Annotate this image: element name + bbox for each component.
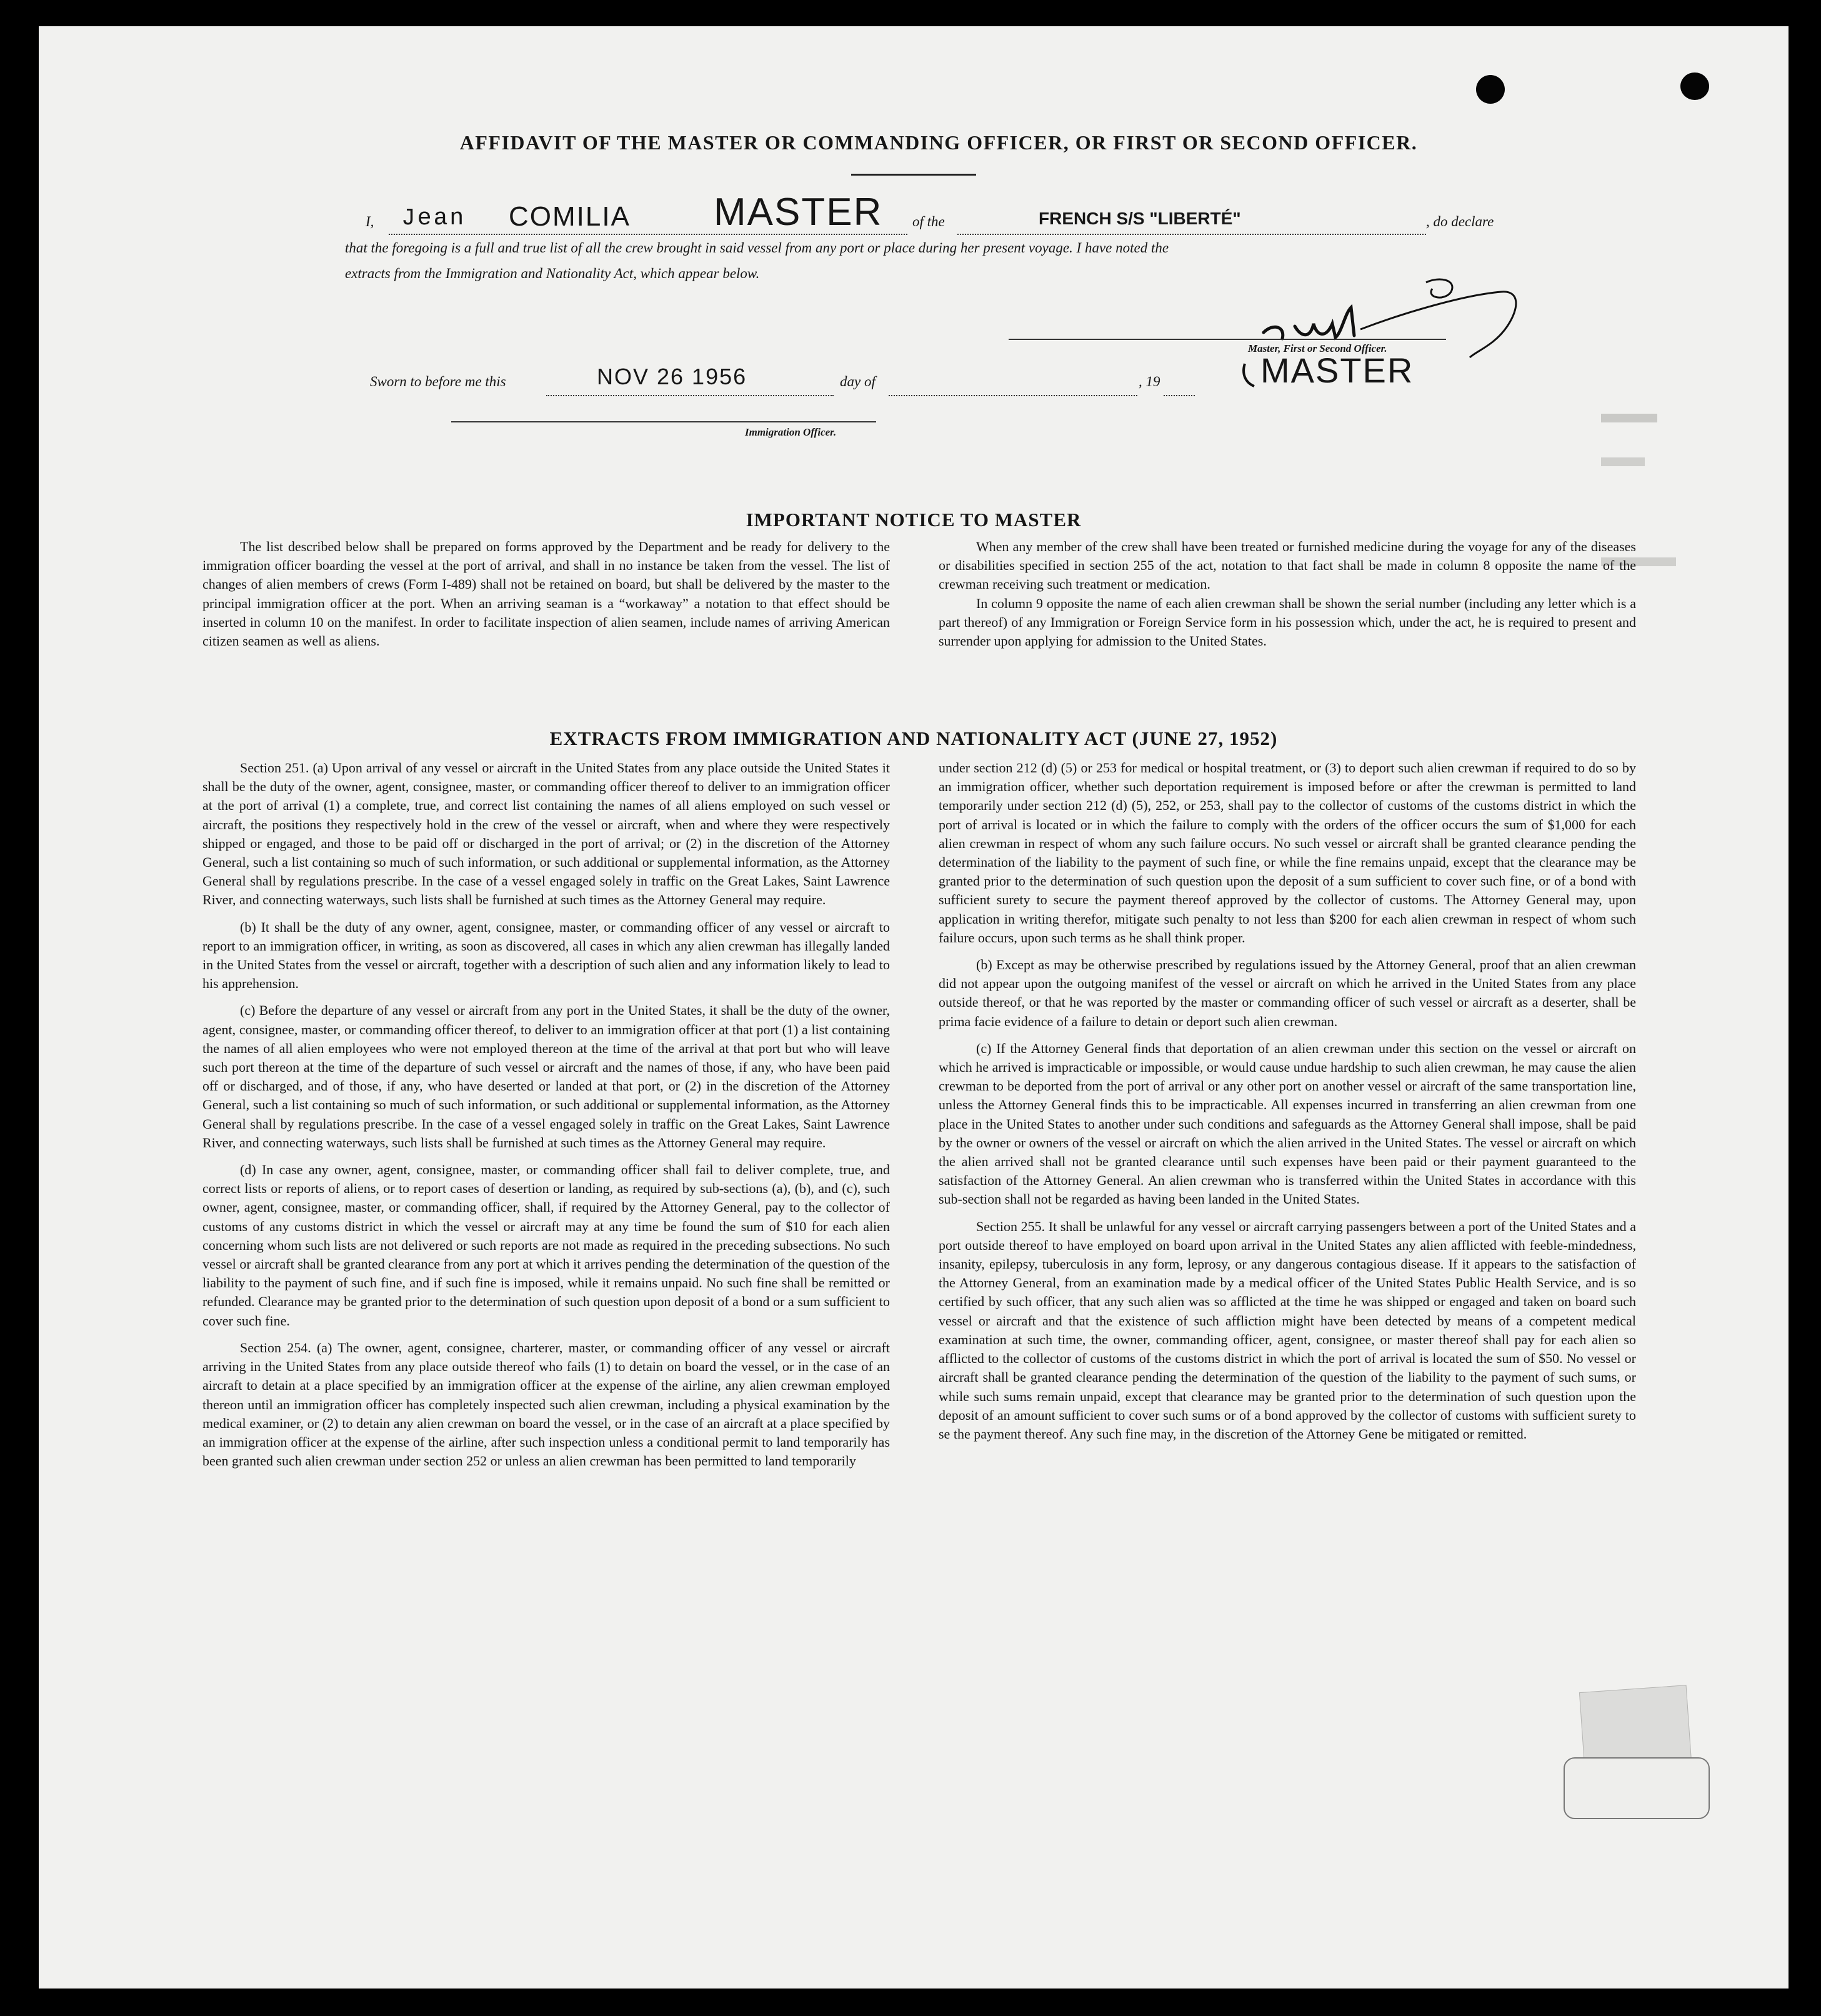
sworn-date-underline (546, 395, 834, 396)
officer-caption: Immigration Officer. (745, 426, 837, 438)
do-declare-label: , do declare (1426, 214, 1494, 229)
of-the-label: of the (912, 214, 945, 229)
declaration-line-2: extracts from the Immigration and Nationality Act, which appear below. (345, 266, 760, 281)
bleed-through-mark (1601, 457, 1645, 466)
master-first-name: Jean (401, 205, 466, 232)
month-underline (889, 395, 1137, 396)
punch-hole-right (1680, 72, 1709, 100)
year-prefix-label: , 19 (1139, 374, 1160, 389)
signature-line (1009, 339, 1446, 340)
document-page (39, 26, 1789, 1989)
sworn-label: Sworn to before me this (370, 374, 506, 389)
section-254-b: (b) Except as may be otherwise prescribed by regulations issued by the Attorney General, proof that an alien crewman did not appear upon the outgoing manifest of the vessel or aircraft on which he arrived in the United States from any place outside thereof, or that he was reported by the master or commanding officer of such vessel or aircraft as a deserter, shall be prima facie evidence of a failure to detain or deport such alien crewman. (939, 957, 1636, 1029)
notice-right-paragraph-1: When any member of the crew shall have been treated or furnished medicine during the voyage for any of the diseases or disabilities specified in section 255 of the act, notation to that fact shall be made in column 8 opposite the name of the crewman receiving such treatment or medication. (939, 539, 1636, 592)
section-251-b: (b) It shall be the duty of any owner, agent, consignee, master, or commanding officer of any vessel or aircraft to report to an immigration officer, in writing, as soon as discovered, all cases in which any alien crewman has illegally landed in the United States from the vessel or aircraft, together with a description of such alien and any information likely to lead to his apprehension. (202, 919, 890, 992)
signature-caption: Master, First or Second Officer. (1248, 342, 1387, 354)
notice-heading: IMPORTANT NOTICE TO MASTER (746, 509, 1082, 531)
notice-left-column (202, 537, 890, 659)
punch-hole-left (1476, 75, 1505, 104)
officer-signature-line (451, 421, 876, 422)
section-254-a: Section 254. (a) The owner, agent, consignee, charterer, master, or commanding officer of any vessel or aircraft arriving in the United States from any place outside thereof who fails (1) to detain on board the vessel, or in the case of an aircraft to detain at a place specified by an immigration officer at the expense of the airline, any alien crewman employed thereon until an immigration officer has completely inspected such alien crewman, including a physical examination by the medical examiner, or (2) to detain any alien crewman on board the vessel, or in the case of an aircraft at a place specified by an immigration officer at the expense of the airline, after such inspection unless a conditional permit to land temporarily has been granted such alien crewman under section 252 or unless an alien crewman has been permitted to land temporarily (202, 1339, 890, 1469)
extracts-right-column (939, 759, 1636, 1452)
sworn-date-stamp: NOV 26 1956 (597, 364, 747, 389)
vessel-underline (957, 234, 1426, 235)
name-underline (389, 234, 907, 235)
master-surname-stamp: COMILIA (509, 201, 631, 232)
affidavit-title: AFFIDAVIT OF THE MASTER OR COMMANDING OFFICER, OR FIRST OR SECOND OFFICER. (459, 131, 1418, 154)
year-underline (1164, 395, 1195, 396)
master-rank-stamp: MASTER (714, 191, 883, 234)
bleed-through-mark (1601, 414, 1657, 422)
section-251-d: (d) In case any owner, agent, consignee, master, or commanding officer shall fail to deliver complete, true, and correct lists or reports of aliens, or to report cases of desertion or landing, as required by sub-sections (a), (b), and (c), such owner, agent, consignee, master, or commanding officer, shall, if required by the Attorney General, pay to the collector of customs of any customs district in which the vessel or aircraft may at any time be found the sum of $10 for each alien concerning whom such lists are not delivered or such reports are not made as required in the preceding subsections. No such vessel or aircraft shall be granted clearance from any port at which it arrives pending the determination of the question of the liability to the payment of such fine, and if such fine is imposed, while it remains unpaid. No such fine shall be remitted or refunded. Clearance may be granted prior to the determination of such question upon deposit of a bond or a sum sufficient to cover such fine. (202, 1162, 890, 1329)
section-254-c: (c) If the Attorney General finds that deportation of an alien crewman under this section on the vessel or aircraft on which he arrived is impracticable or impossible, or would cause undue hardship to such alien crewman, he may cause the alien crewman to be deported from the port of arrival or any other port on another vessel or aircraft of the same transportation line, unless the Attorney General finds this to be impracticable. All expenses incurred in transferring an alien crewman from one place in the United States to another under such conditions and safeguards as the Attorney General shall impose, shall be paid by the owner or owners of the vessel or aircraft on which the alien arrived in the United States. The vessel or aircraft on which the alien arrived shall not be granted clearance until such expenses have been paid or their payment guaranteed to the satisfaction of the Attorney General. An alien crewman who is transferred within the United States in accordance with this sub-section shall not be regarded as having been landed in the United States. (939, 1040, 1636, 1207)
notice-right-column (939, 537, 1636, 659)
section-251-a: Section 251. (a) Upon arrival of any vessel or aircraft in the United States from any place outside the United States it shall be the duty of the owner, agent, consignee, master, or commanding officer thereof to deliver to an immigration officer at the port of arrival (1) a complete, true, and correct list containing the names of all aliens employed on such vessel or aircraft, the positions they respectively hold in the crew of the vessel or aircraft, when and where they were respectively shipped or engaged, and those to be paid off or discharged in the port of arrival; or (2) in the discretion of the Attorney General, such a list containing so much of such information, or such additional or supplemental information, as the Attorney General shall by regulations prescribe. In the case of a vessel engaged solely in traffic on the Great Lakes, Saint Lawrence River, and connecting waterways, such lists shall be furnished at such times as the Attorney General may require. (202, 760, 890, 908)
extracts-left-column (202, 759, 890, 1479)
day-of-label: day of (840, 374, 876, 389)
section-251-c: (c) Before the departure of any vessel or aircraft from any port in the United States, it shall be the duty of the owner, agent, consignee, master, or commanding officer thereof, to deliver to an immigration officer at that port (1) a list containing the names of all alien employees who were not employed thereon at the time of the arrival at that port but who will leave such port thereon at the time of the departure of such vessel or aircraft and the names of those, if any, who have been paid off or discharged, and of those, if any, who have deserted or landed at that port, or (2) in the discretion of the Attorney General, such a list containing so much of such information, or such additional or supplemental information, as the Attorney General shall by regulations prescribe. In the case of a vessel engaged solely in traffic on the Great Lakes, Saint Lawrence River, and connecting waterways, such lists shall be furnished at such times as the Attorney General may require. (202, 1002, 890, 1150)
vessel-name: FRENCH S/S "LIBERTÉ" (1039, 209, 1241, 228)
signer-title-stamp: MASTER (1260, 351, 1414, 390)
declaration-line-1: that the foregoing is a full and true list of all the crew brought in said vessel from any port or place during her present voyage. I have noted the (345, 240, 1169, 256)
extracts-heading: EXTRACTS FROM IMMIGRATION AND NATIONALITY ACT (JUNE 27, 1952) (549, 727, 1278, 749)
section-255: Section 255. It shall be unlawful for any vessel or aircraft carrying passengers between a port of the United States and a port outside thereof to have employed on board upon arrival in the United States any alien afflicted with feeble-mindedness, insanity, epilepsy, tuberculosis in any form, leprosy, or any dangerous contagious disease. If it appears to the satisfaction of the Attorney General, from an examination made by a medical officer of the United States Public Health Service, and is so certified by such officer, that any such alien was so afflicted at the time he was shipped or engaged and taken on board such vessel or aircraft and that the existence of such affliction might have been detected by means of a competent medical examination at such time, the owner, commanding officer, agent, consignee, or master thereof shall pay for each alien so afflicted to the collector of customs of the customs district in which the port of arrival is located the sum of $50. No vessel or aircraft shall be granted clearance pending the determination of the question of the liability to the payment of such sums, or while such sums remain unpaid, except that clearance may be granted prior to the determination of such question upon the deposit of an amount sufficient to cover such sums or of a bond approved by the collector of customs with sufficient surety to se the payment thereof. Any such fine may, in the discretion of the Attorney Gene be mitigated or remitted. (939, 1218, 1636, 1442)
section-254-a-continued: under section 212 (d) (5) or 253 for medical or hospital treatment, or (3) to deport such alien crewman if required to do so by an immigration officer, whether such deportation requirement is imposed before or after the crewman is permitted to land temporarily under section 212 (d) (5), 252, or 253, shall pay to the collector of customs of the customs district in which the port of arrival is located or in which the failure to comply with the orders of the officer occurs the sum of $1,000 for each alien crewman in respect of whom any such failure occurs. No such vessel or aircraft shall be granted clearance pending the determination of the liability to the payment of such fine, or while the fine remains unpaid, except that the clearance may be granted prior to the determination of such question upon the deposit of a sum sufficient to cover such fine, or of a bond with sufficient surety to secure the payment thereof approved by the collector of customs. The Attorney General may, upon application in writing therefor, mitigate such penalty to not less than $200 for each alien crewman in respect of whom such failure occurs, upon such terms as he shall think proper. (939, 760, 1636, 946)
tape-patch (1564, 1757, 1710, 1819)
notice-right-paragraph-2: In column 9 opposite the name of each alien crewman shall be shown the serial number (including any letter which is a part thereof) of any Immigration or Foreign Service form in his possession which, under the act, he is required to present and surrender upon applying for admission to the United States. (939, 595, 1636, 649)
notice-left-paragraph: The list described below shall be prepared on forms approved by the Department and be ready for delivery to the immigration officer boarding the vessel at the port of arrival, and shall in no instance be taken from the vessel. The list of changes of alien members of crews (Form I-489) shall not be retained on board, but shall be delivered by the master to the principal immigration officer at the port. When an arriving seaman is a “workaway” a notation to that effect should be inserted in column 10 on the manifest. In order to facilitate inspection of alien seamen, include names of arriving American citizen seamen as well as aliens. (202, 539, 890, 649)
i-label: I, (366, 214, 374, 229)
title-underline (851, 174, 976, 176)
